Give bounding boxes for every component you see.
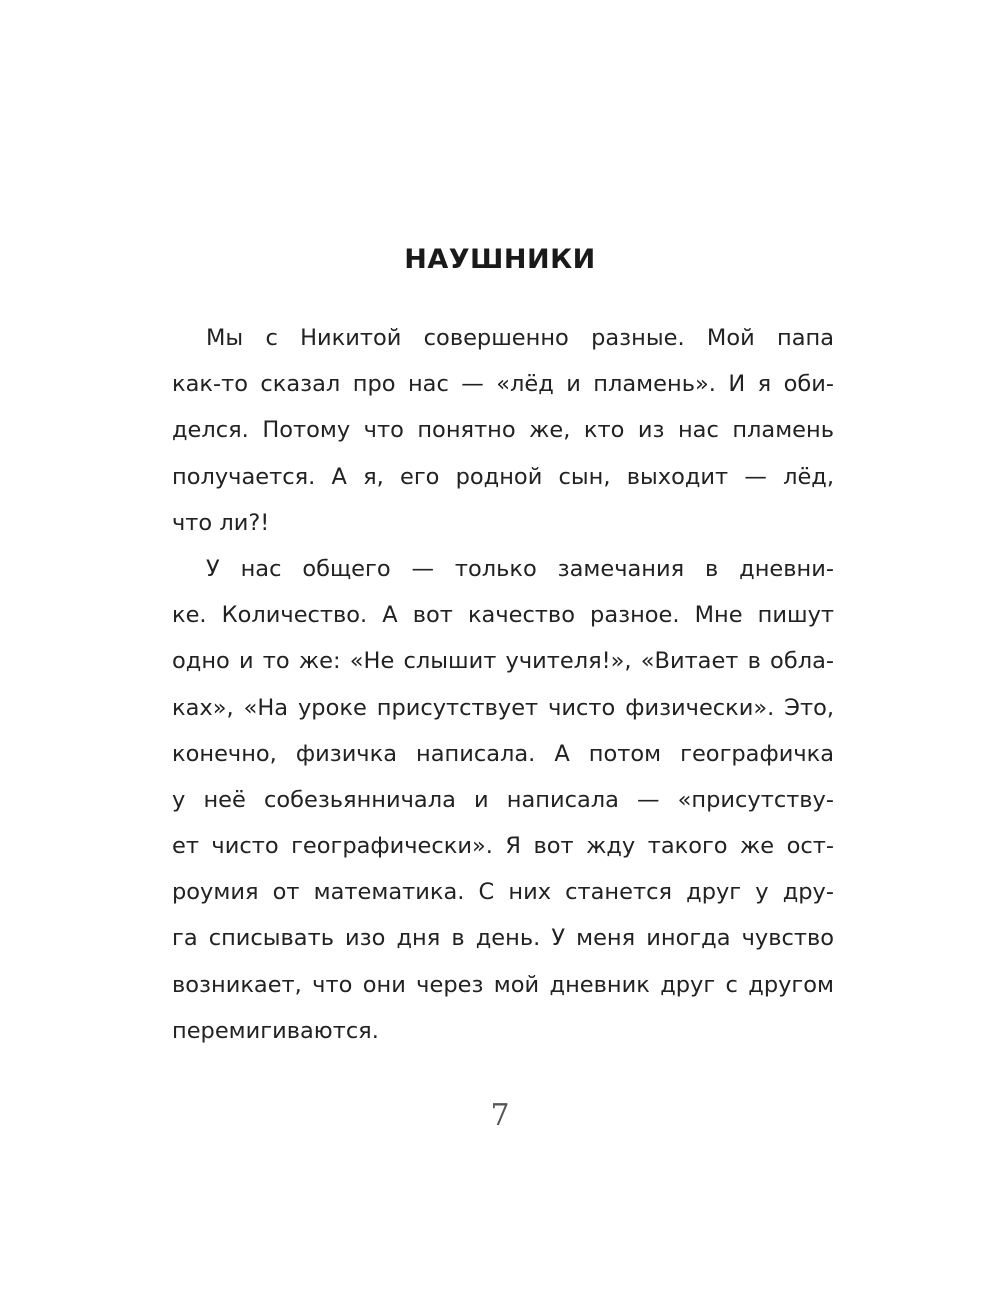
chapter-title: НАУШНИКИ — [404, 244, 596, 275]
text-line: ках», «На уроке присутствует чисто физически». Это, — [172, 694, 834, 721]
text-line: ет чисто географически». Я вот жду такого же ост- — [172, 833, 834, 860]
paragraph-2 — [172, 546, 834, 1054]
text-line: У нас общего — только замечания в дневни- — [206, 555, 834, 582]
text-line: конечно, физичка написала. А потом географичка — [172, 740, 834, 767]
text-line: возникает, что они через мой дневник друг с другом — [172, 971, 834, 998]
text-line: у неё собезьянничала и написала — «присутству- — [172, 786, 834, 813]
text-line: ке. Количество. А вот качество разное. Мне пишут — [172, 602, 834, 629]
text-line: одно и то же: «Не слышит учителя!», «Витает в обла- — [172, 648, 834, 675]
text-line: га списывать изо дня в день. У меня иногда чувство — [172, 925, 834, 952]
text-line: Мы с Никитой совершенно разные. Мой папа — [206, 325, 834, 351]
text-line: перемигиваются. — [172, 1017, 379, 1044]
text-line: как-то сказал про нас — «лёд и пламень». И я оби- — [172, 371, 834, 398]
text-line: получается. А я, его родной сын, выходит — лёд, — [172, 463, 834, 490]
text-line: что ли?! — [172, 509, 270, 536]
paragraph-1 — [172, 315, 834, 546]
text-line: роумия от математика. С них станется друг у дру- — [172, 879, 834, 906]
body-text — [172, 315, 834, 1054]
text-line: делся. Потому что понятно же, кто из нас пламень — [172, 417, 834, 444]
page-number: 7 — [490, 1098, 510, 1133]
